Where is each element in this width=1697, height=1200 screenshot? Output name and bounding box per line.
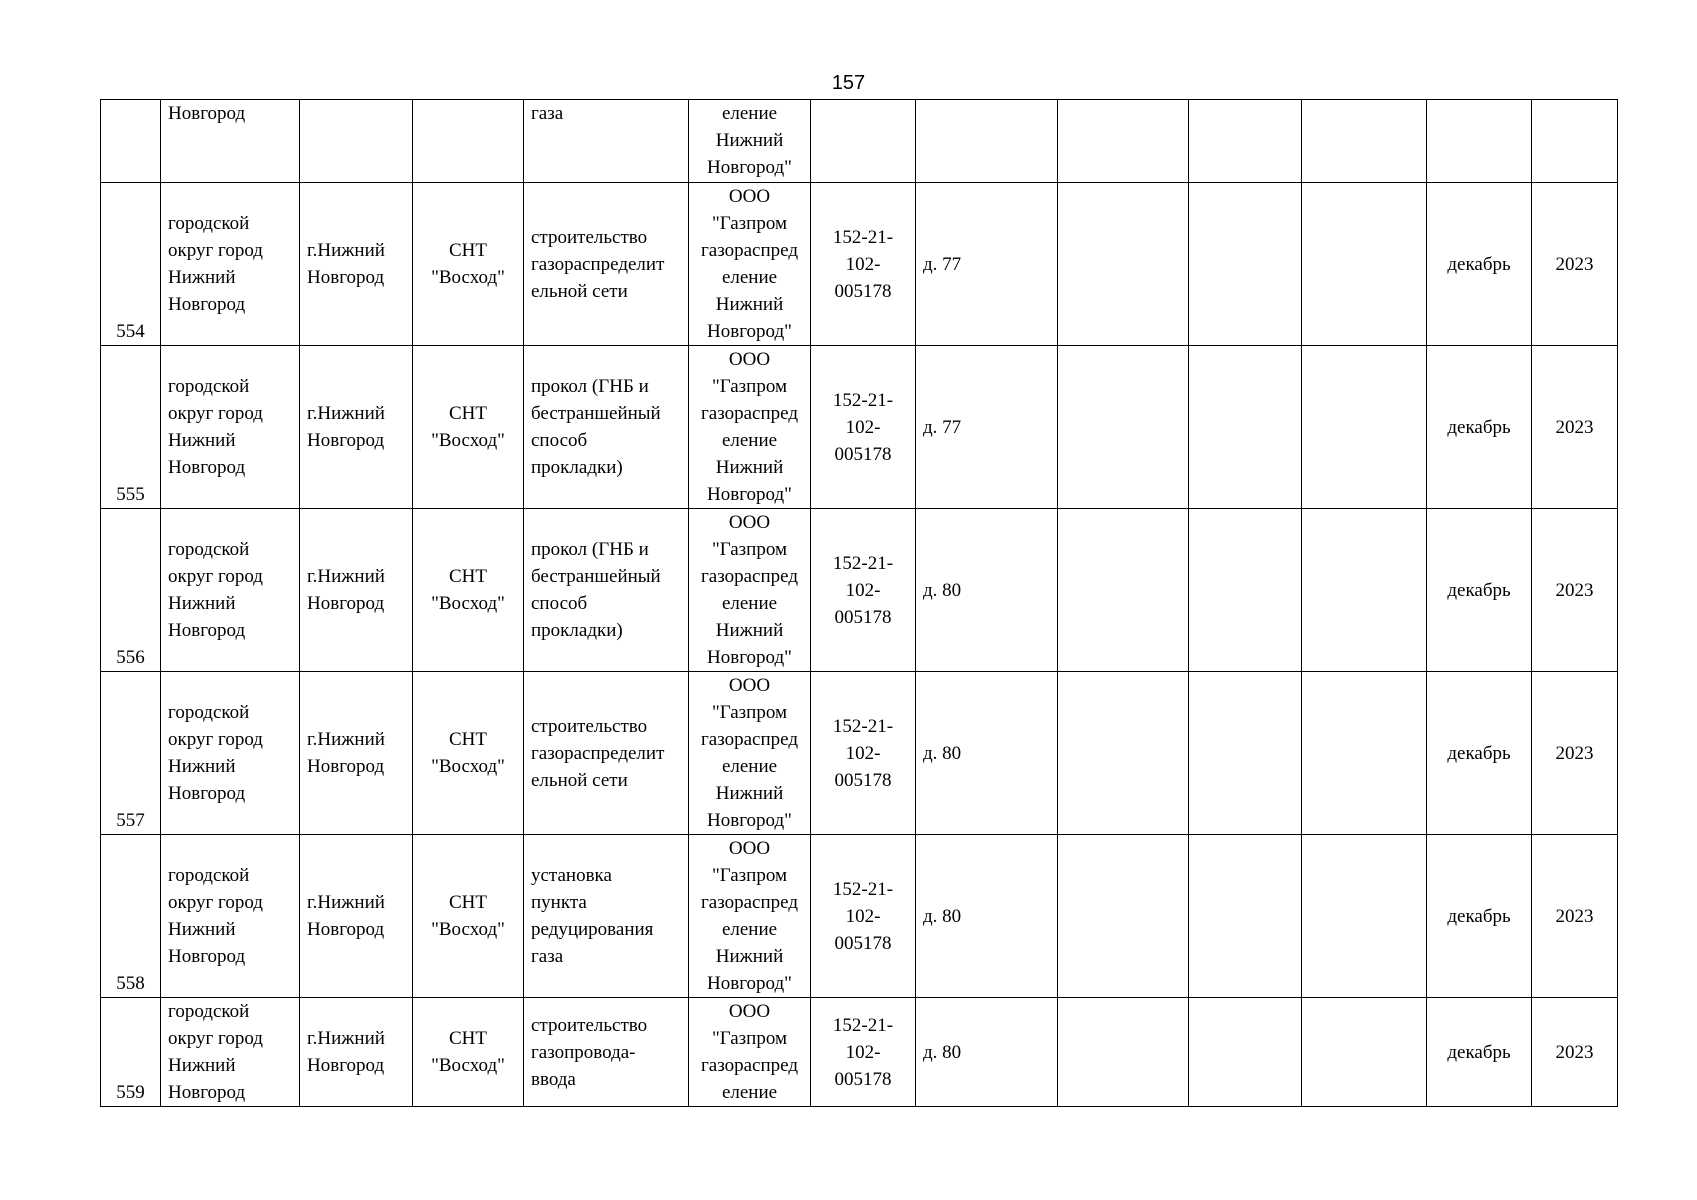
year-text: 2023 (1555, 1041, 1594, 1063)
cell-city (300, 672, 413, 835)
house-text: д. 77 (923, 416, 962, 438)
cell-code (811, 346, 916, 509)
cell-empty (1058, 183, 1189, 346)
cell-district (161, 100, 300, 183)
year-text: 2023 (1555, 905, 1594, 927)
month-text: декабрь (1447, 905, 1511, 927)
snt-text: СНТ "Восход" (431, 403, 505, 451)
cell-org (689, 183, 811, 346)
cell-house (916, 183, 1058, 346)
cell-empty (1058, 346, 1189, 509)
month-text: декабрь (1447, 1041, 1511, 1063)
district-text: городской округ город Нижний Новгород (168, 702, 263, 804)
month-text: декабрь (1447, 742, 1511, 764)
cell-empty (1189, 509, 1302, 672)
city-text: г.Нижний Новгород (307, 403, 385, 451)
work-text: прокол (ГНБ и бестраншейный способ прокладки) (531, 539, 661, 641)
cell-house (916, 346, 1058, 509)
org-text: ООО "Газпром газораспред еление Нижний Новгород" (700, 838, 798, 994)
cell-empty (1189, 835, 1302, 998)
cell-code (811, 183, 916, 346)
cell-district (161, 998, 300, 1107)
cell-work (524, 998, 689, 1107)
cell-year (1532, 346, 1618, 509)
house-text: д. 80 (923, 742, 962, 764)
cell-city (300, 998, 413, 1107)
cell-house (916, 672, 1058, 835)
cell-city (300, 509, 413, 672)
city-text: г.Нижний Новгород (307, 566, 385, 614)
district-text: городской округ город Нижний Новгород (168, 376, 263, 478)
cell-work (524, 835, 689, 998)
code-text: 152-21- 102- 005178 (832, 878, 894, 954)
code-text: 152-21- 102- 005178 (832, 552, 894, 628)
cell-work (524, 672, 689, 835)
cell-empty (1189, 346, 1302, 509)
month-text: декабрь (1447, 253, 1511, 275)
cell-city (300, 835, 413, 998)
house-text: д. 80 (923, 1041, 962, 1063)
cell-year (1532, 183, 1618, 346)
cell-code (811, 835, 916, 998)
code-text: 152-21- 102- 005178 (832, 1014, 894, 1090)
row-number: 556 (116, 647, 145, 668)
cell-district (161, 509, 300, 672)
year-text: 2023 (1555, 416, 1594, 438)
cell-year (1532, 998, 1618, 1107)
month-text: декабрь (1447, 416, 1511, 438)
cell-empty (1058, 998, 1189, 1107)
work-text: установка пункта редуцирования газа (531, 865, 654, 967)
cell-org (689, 346, 811, 509)
cell-org (689, 672, 811, 835)
cell-empty (1302, 509, 1427, 672)
cell-snt (413, 509, 524, 672)
org-text: ООО "Газпром газораспред еление Нижний Новгород" (700, 512, 798, 668)
year-text: 2023 (1555, 579, 1594, 601)
row-number: 555 (116, 484, 145, 505)
page-number: 157 (831, 72, 866, 94)
work-text: строительство газопровода- ввода (531, 1014, 648, 1090)
cell-work (524, 183, 689, 346)
code-text: 152-21- 102- 005178 (832, 226, 894, 302)
house-text: д. 80 (923, 579, 962, 601)
cell-month (1427, 672, 1532, 835)
cell-work (524, 100, 689, 183)
cell-house (916, 100, 1058, 183)
cell-city (300, 100, 413, 183)
cell-house (916, 998, 1058, 1107)
cell-empty (1302, 183, 1427, 346)
cell-year (1532, 509, 1618, 672)
city-text: г.Нижний Новгород (307, 729, 385, 777)
cell-work (524, 346, 689, 509)
snt-text: СНТ "Восход" (431, 240, 505, 288)
cell-empty (1302, 100, 1427, 183)
year-text: 2023 (1555, 253, 1594, 275)
cell-month (1427, 509, 1532, 672)
cell-district (161, 346, 300, 509)
year-text: 2023 (1555, 742, 1594, 764)
snt-text: СНТ "Восход" (431, 892, 505, 940)
city-text: г.Нижний Новгород (307, 1028, 385, 1076)
cell-org (689, 100, 811, 183)
cell-number (101, 998, 161, 1107)
cell-empty (1302, 346, 1427, 509)
city-text: г.Нижний Новгород (307, 240, 385, 288)
row-number: 558 (116, 973, 145, 994)
cell-district (161, 835, 300, 998)
cell-snt (413, 672, 524, 835)
district-text: городской округ город Нижний Новгород (168, 539, 263, 641)
table-row (101, 998, 1618, 1107)
cell-snt (413, 183, 524, 346)
org-text: еление Нижний Новгород" (707, 103, 792, 178)
code-text: 152-21- 102- 005178 (832, 389, 894, 465)
cell-work (524, 509, 689, 672)
cell-code (811, 998, 916, 1107)
cell-empty (1189, 183, 1302, 346)
city-text: г.Нижний Новгород (307, 892, 385, 940)
work-text: строительство газораспределит ельной сети (531, 715, 665, 791)
cell-empty (1302, 835, 1427, 998)
cell-code (811, 509, 916, 672)
cell-year (1532, 100, 1618, 183)
table-row (101, 183, 1618, 346)
org-text: ООО "Газпром газораспред еление Нижний Новгород" (700, 349, 798, 505)
cell-month (1427, 835, 1532, 998)
district-text: Новгород (168, 103, 246, 124)
cell-empty (1058, 100, 1189, 183)
cell-number (101, 183, 161, 346)
snt-text: СНТ "Восход" (431, 566, 505, 614)
org-text: ООО "Газпром газораспред еление Нижний Новгород" (700, 186, 798, 342)
cell-month (1427, 183, 1532, 346)
registry-table (100, 99, 1618, 1107)
cell-month (1427, 100, 1532, 183)
work-text: прокол (ГНБ и бестраншейный способ прокладки) (531, 376, 661, 478)
cell-district (161, 183, 300, 346)
cell-district (161, 672, 300, 835)
cell-number (101, 672, 161, 835)
cell-empty (1189, 998, 1302, 1107)
house-text: д. 77 (923, 253, 962, 275)
snt-text: СНТ "Восход" (431, 729, 505, 777)
cell-snt (413, 100, 524, 183)
work-text: строительство газораспределит ельной сети (531, 226, 665, 302)
row-number: 554 (116, 321, 145, 342)
code-text: 152-21- 102- 005178 (832, 715, 894, 791)
cell-empty (1302, 998, 1427, 1107)
cell-number (101, 835, 161, 998)
district-text: городской округ город Нижний Новгород (168, 1001, 263, 1103)
cell-number (101, 346, 161, 509)
cell-org (689, 835, 811, 998)
cell-house (916, 835, 1058, 998)
work-text: газа (531, 103, 564, 124)
house-text: д. 80 (923, 905, 962, 927)
cell-month (1427, 346, 1532, 509)
cell-empty (1189, 100, 1302, 183)
cell-number (101, 509, 161, 672)
cell-snt (413, 998, 524, 1107)
row-number: 557 (116, 810, 145, 831)
table-row (101, 835, 1618, 998)
cell-city (300, 346, 413, 509)
cell-city (300, 183, 413, 346)
cell-org (689, 998, 811, 1107)
month-text: декабрь (1447, 579, 1511, 601)
org-text: ООО "Газпром газораспред еление (700, 1001, 798, 1103)
row-number: 559 (116, 1082, 145, 1103)
cell-code (811, 100, 916, 183)
cell-empty (1058, 509, 1189, 672)
table-row (101, 672, 1618, 835)
cell-code (811, 672, 916, 835)
cell-empty (1302, 672, 1427, 835)
table-row (101, 509, 1618, 672)
cell-month (1427, 998, 1532, 1107)
cell-snt (413, 346, 524, 509)
district-text: городской округ город Нижний Новгород (168, 213, 263, 315)
table-row-continuation (101, 100, 1618, 183)
cell-number (101, 100, 161, 183)
cell-year (1532, 672, 1618, 835)
snt-text: СНТ "Восход" (431, 1028, 505, 1076)
cell-empty (1058, 835, 1189, 998)
cell-org (689, 509, 811, 672)
cell-year (1532, 835, 1618, 998)
table-row (101, 346, 1618, 509)
cell-empty (1189, 672, 1302, 835)
district-text: городской округ город Нижний Новгород (168, 865, 263, 967)
cell-empty (1058, 672, 1189, 835)
cell-house (916, 509, 1058, 672)
cell-snt (413, 835, 524, 998)
org-text: ООО "Газпром газораспред еление Нижний Новгород" (700, 675, 798, 831)
